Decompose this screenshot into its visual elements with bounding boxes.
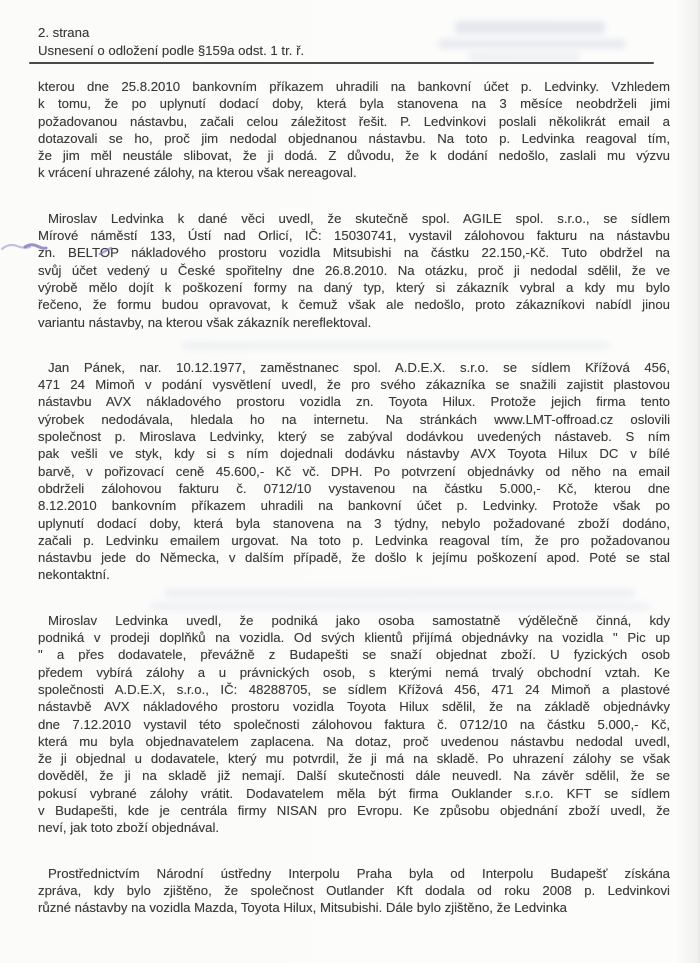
text-line: nástavbu AVX nákladového prostoru vozidla zn. Toyota Hilux. Protože jejich firma tento: [38, 394, 670, 410]
text-line: 471 24 Mimoň v podání vysvětlení uvedl, že pro svého zákazníka se snažili zajistit plastovou: [38, 377, 670, 393]
text-line: dne 7.12.2010 vystavil této společnosti zálohovou faktura č. 0712/10 na částku 5.000,- Kč,: [38, 716, 670, 732]
text-line: Miroslav Ledvinka uvedl, že podniká jako osoba samostatně výdělečně činná, kdy: [48, 612, 670, 628]
text-line: " a přes dodavatele, převážně z Budapešti se snaží objednat zboží. U fyzických osob: [38, 647, 670, 663]
text-line: Mírové náměstí 133, Ústí nad Orlicí, IČ: 15030741, vystavil zálohovou fakturu na nástavbu: [38, 228, 670, 244]
text-line: že ji objednal u dodavatele, který mu potvrdil, že ji má na skladě. Po uhrazení zálohy se však: [38, 751, 670, 767]
text-line: uplynutí dodací doby, která byla stanovena na 3 týdny, nebylo požadované zboží dodáno,: [38, 515, 670, 531]
text-line: 8.12.2010 bankovním příkazem uhradili na bankovní účet p. Ledvinky. Protože však po: [38, 498, 670, 514]
text-line: nástavbě AVX nákladového prostoru vozidla Toyota Hilux sdělil, že na základě objednávky: [38, 699, 670, 715]
document-body: [38, 78, 670, 916]
text-line: barvě, v pořizovací ceně 45.600,- Kč vč. DPH. Po potvrzení objednávky od něho na email: [38, 463, 670, 479]
text-line: pokusí vybrané zálohy vrátit. Dodavatelem měla být firma Ouklander s.r.o. KFT se sídlem: [38, 785, 670, 801]
text-line: řečeno, že formu budou opravovat, k čemuž však ale nedošlo, proto zákazníkovi nabídl jinou: [38, 297, 670, 313]
text-line: k tomu, že po uplynutí dodací doby, která byla stanovena na 3 měsíce neobdrželi jimi: [38, 96, 670, 112]
text-line: kterou dne 25.8.2010 bankovním příkazem uhradili na bankovní účet p. Ledvinky. Vzhledem: [38, 79, 670, 94]
text-line: pak vešli ve styk, kdy si s ním dojednali dodávku nástavby AVX Toyota Hilux DC v bílé: [38, 446, 670, 462]
text-line: společnosti A.D.E.X, s.r.o., IČ: 48288705, se sídlem Křížová 456, 471 24 Mimoň a plastové: [38, 681, 670, 697]
text-line: svůj účet vedený u České spořitelny dne 26.8.2010. Na otázku, proč ji nedodal sdělil, že ve: [38, 262, 670, 278]
text-line: předem vybírá zálohy a u právnických osob, s kterými nemá trvalý obchodní vztah. Ke: [38, 664, 670, 680]
text-line: Prostřednictvím Národní ústředny Interpolu Praha byla od Interpolu Budapešť získána: [48, 865, 670, 881]
text-line: podniká v prodeji doplňků na vozidla. Od svých klientů přijímá objednávky na vozidla " Pic up: [38, 630, 670, 646]
text-line: zpráva, kdy bylo zjištěno, že společnost Outlander Kft dodala od roku 2008 p. Ledvinkovi: [38, 882, 670, 898]
paragraph: [38, 210, 670, 331]
text-line: obdrželi zálohovou fakturu č. 0712/10 vystavenou na částku 5.000,- Kč, kterou dne: [38, 480, 670, 496]
paragraph: [38, 612, 670, 837]
document-subject: Usnesení o odložení podle §159a odst. 1 tr. ř.: [38, 42, 305, 58]
page-number-label: 2. strana: [38, 25, 90, 40]
text-line: nástavbu jede do Německa, v dalším případě, že došlo k jejímu poškození apod. Poté se stal: [38, 550, 670, 566]
text-line: která mu byla objednavatelem zaplacena. Na dotaz, proč uvedenou nástavbu nedodal uvedl,: [38, 733, 670, 749]
text-line: v Budapešti, kde je centrála firmy NISAN pro Evropu. Ke způsobu objednání zboží uvedl, že: [38, 802, 670, 818]
text-line: výrobek nedodávala, hledala ho na internetu. Na stránkách www.LMT-offroad.cz oslovili: [38, 411, 670, 427]
text-line: společnost p. Miroslava Ledvinky, který se zabýval dodávkou uvedených nástaveb. S ním: [38, 429, 670, 445]
text-line: výrobě mělo dojít k poškození formy na daný typ, který si zákazník vybral a kdy mu bylo: [38, 279, 670, 295]
text-line: zn. BELTOP nákladového prostoru vozidla Mitsubishi na částku 22.150,-Kč. Tuto obdržel na: [38, 245, 670, 261]
text-line: různé nástavby na vozidla Mazda, Toyota Hilux, Mitsubishi. Dále bylo zjištěno, že Ledvinka: [38, 900, 567, 916]
page-header: [38, 24, 670, 59]
text-line: nekontaktní.: [38, 567, 110, 583]
text-line: požadovanou nástavbu, začali celou záležitost řešit. P. Ledvinkovi poslali několikrát email a: [38, 113, 670, 129]
text-line: variantu nástavby, na kterou však zákazník nereflektoval.: [38, 314, 372, 330]
text-line: Miroslav Ledvinka k dané věci uvedl, že skutečně spol. AGILE spol. s.r.o., se sídlem: [48, 210, 670, 226]
text-line: k vrácení uhrazené zálohy, na kterou však nereagoval.: [38, 165, 357, 181]
header-divider: [29, 62, 654, 64]
text-line: že jim měl neustále slibovat, že ji dodá. Z důvodu, že k dodání nedošlo, zaslali mu výzvu: [38, 148, 670, 164]
paragraph: [38, 359, 670, 584]
text-line: dotazovali se ho, proč jim nedodal objednanou nástavbu. Na toto p. Ledvinka reagoval tím,: [38, 130, 670, 146]
text-line: začali p. Ledvinku emailem urgovat. Na toto p. Ledvinka reagoval tím, že pro požadovanou: [38, 532, 670, 548]
paragraph: [38, 865, 670, 917]
text-line: Jan Pánek, nar. 10.12.1977, zaměstnanec spol. A.D.E.X. s.r.o. se sídlem Křížová 456,: [48, 359, 670, 375]
text-line: dověděl, že ji na skladě již nemají. Další skutečnosti dále neuvedl. Na závěr sdělil, že se: [38, 768, 670, 784]
paragraph: [38, 78, 670, 182]
text-line: neví, jak toto zboží objednával.: [38, 820, 220, 836]
